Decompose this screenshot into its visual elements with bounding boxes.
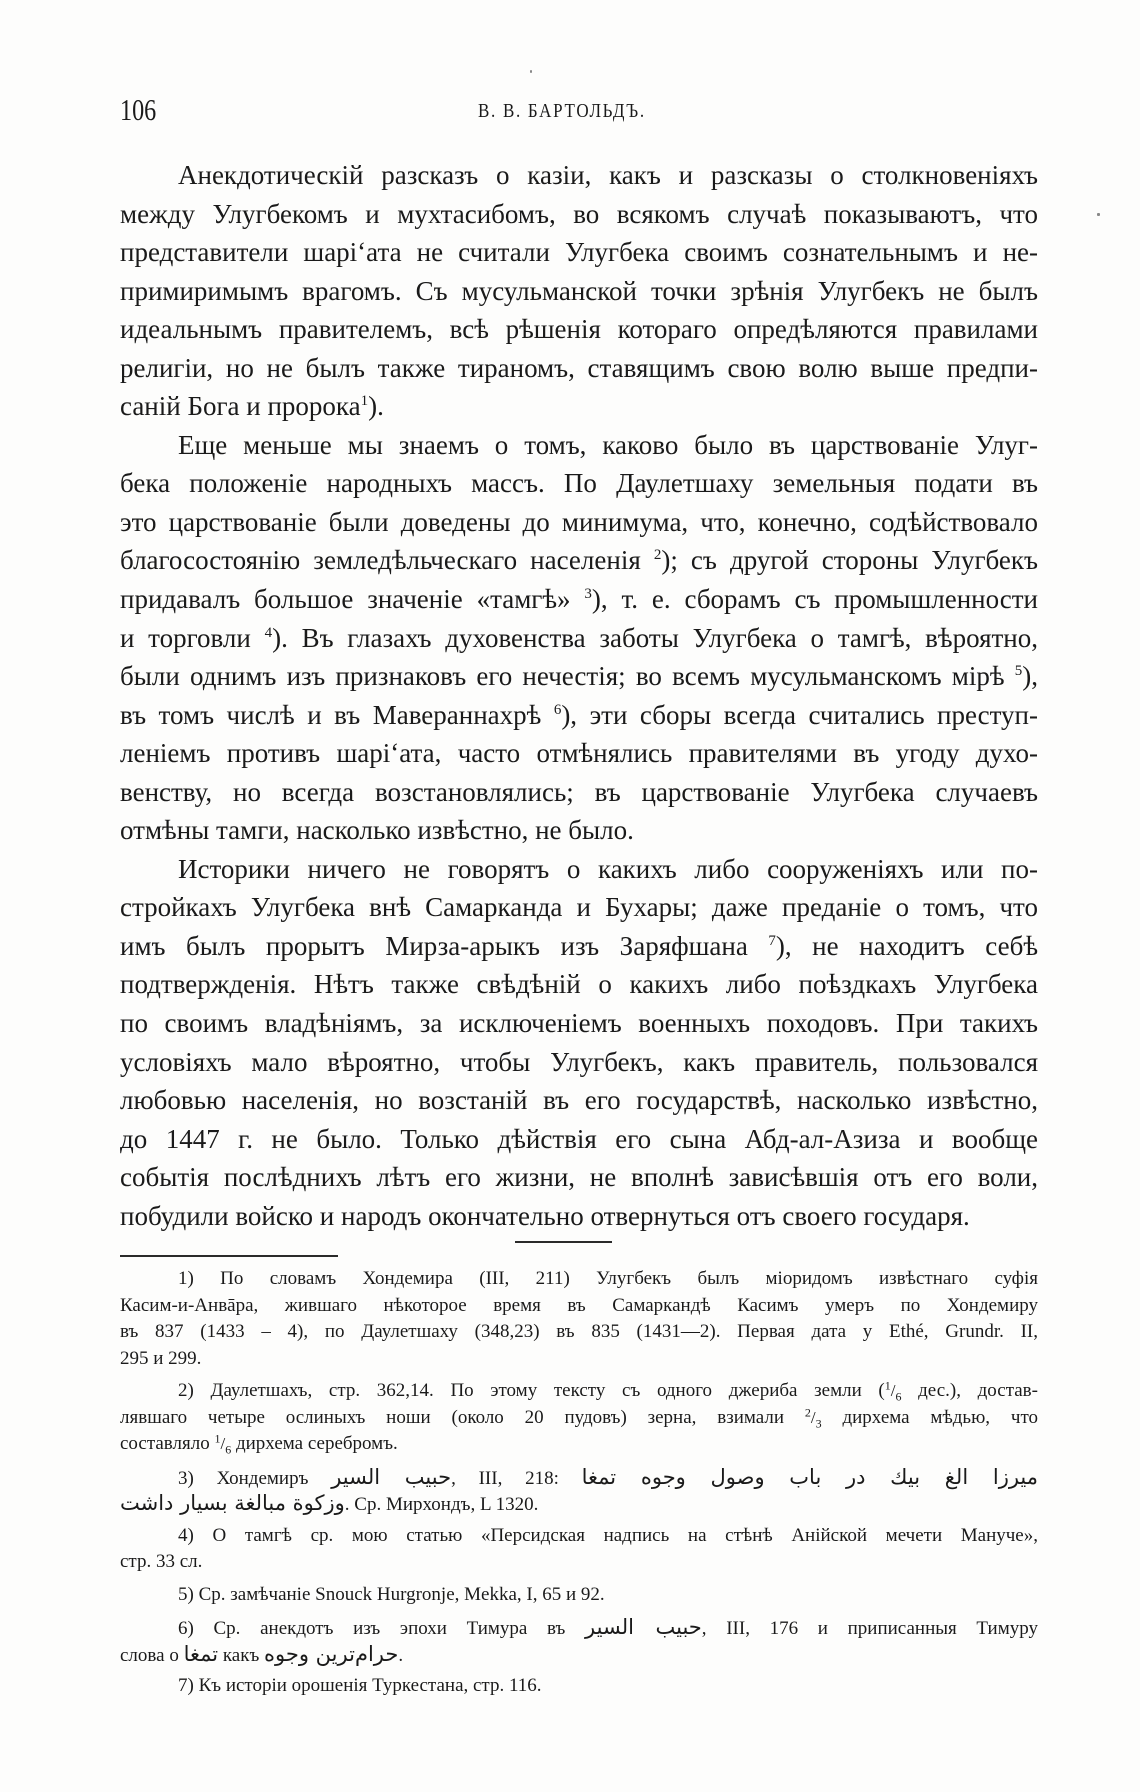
text-line: подтвержденія. Нѣтъ также свѣдѣній о какихъ либо поѣздкахъ Улугбека	[120, 969, 1038, 1000]
footnotes	[120, 1266, 1038, 1700]
text-line	[120, 657, 1038, 696]
footnote-ref-3[interactable]: 3	[584, 586, 592, 603]
footnote-text: . Ср. Мирхондъ, L 1320.	[344, 1494, 539, 1515]
footnote-text: , III, 176 и приписанныя Тимуру	[701, 1618, 1038, 1639]
line-text: и торговли	[120, 622, 265, 653]
text-line: Историки ничего не говорятъ о какихъ либо сооруженіяхъ или по-	[178, 853, 1038, 884]
text-line	[120, 580, 1038, 619]
text-line: идеальнымъ правителемъ, всѣ рѣшенія котораго опредѣляются правилами	[120, 314, 1038, 345]
footnote-line	[120, 1641, 1038, 1668]
print-speck	[530, 70, 532, 73]
line-text: ), эти сборы всегда считались преступ-	[561, 699, 1038, 730]
footnote-line	[120, 1378, 1038, 1405]
fraction-denominator: 3	[815, 1415, 822, 1430]
text-line: это царствованіе были доведены до минимума, что, конечно, содѣйствовало	[120, 506, 1038, 537]
text-line: примиримымъ врагомъ. Съ мусульманской точки зрѣнія Улугбекъ не былъ	[120, 275, 1038, 306]
footnote-text: Ср. замѣчаніе Snouck Hurgronje, Mekka, I, 65 и 92.	[198, 1583, 605, 1605]
footnote-line	[120, 1490, 1038, 1517]
footnote-ref-2[interactable]: 2	[653, 547, 662, 564]
arabic-quote: وزكوة مبالغة بسيار داشت	[120, 1491, 345, 1515]
footnote-ref-5[interactable]: 5	[1014, 663, 1023, 680]
footnote-number: 2)	[178, 1380, 194, 1401]
fraction-numerator: 1	[214, 1431, 221, 1446]
footnote-text: Хондемиръ	[216, 1467, 332, 1489]
line-text: были однимъ изъ признаковъ его нечестія; во всемъ мусульманскомъ мірѣ	[120, 661, 1015, 692]
footnote-ref-7[interactable]: 7	[768, 932, 776, 949]
footnote-number: 7)	[178, 1675, 194, 1696]
footnote-line: въ 837 (1433 – 4), по Даулетшаху (348,23) въ 835 (1431—2). Первая дата у Ethé, Grundr. II,	[120, 1321, 1038, 1342]
fraction-numerator: 1	[884, 1378, 891, 1393]
footnote-1	[120, 1266, 1038, 1372]
page-header	[120, 92, 1030, 132]
footnote-text: какъ	[218, 1644, 265, 1666]
text-line: отмѣны тамги, насколько извѣстно, не было.	[120, 815, 634, 846]
footnote-4	[120, 1523, 1038, 1576]
footnote-text: дес.), достав-	[901, 1380, 1038, 1401]
page-number: 106	[120, 92, 157, 127]
text-line: Еще меньше мы знаемъ о томъ, каково было въ царствованіе Улуг-	[178, 429, 1038, 460]
text-line: леніемъ противъ шарі‘ата, часто отмѣнялись правителями въ угоду духо-	[120, 738, 1038, 769]
section-end-rule	[515, 1241, 612, 1243]
arabic-title: حبيب السير	[585, 1615, 702, 1639]
line-text: ), т. е. сборамъ съ промышленности	[591, 584, 1038, 615]
fraction: $^1/_6$	[214, 1431, 232, 1457]
running-head-author: В. В. БАРТОЛЬДЪ.	[478, 100, 646, 122]
line-text: ),	[1022, 661, 1038, 692]
paragraph	[120, 850, 1038, 1235]
footnote-text: , III, 218:	[451, 1467, 582, 1489]
footnote-text: дирхема серебромъ.	[231, 1433, 398, 1454]
paragraph	[120, 426, 1038, 850]
footnote-number: 5)	[178, 1583, 194, 1605]
line-text: придавалъ большое значеніе «тамгѣ»	[120, 584, 585, 615]
text-line: условіяхъ мало вѣроятно, чтобы Улугбекъ, какъ правитель, пользовался	[120, 1046, 1038, 1077]
fraction-denominator: 6	[225, 1442, 232, 1457]
footnote-7	[120, 1673, 1038, 1700]
footnote-text: О тамгѣ ср. мою статью «Персидская надпись на стѣнѣ Анійской мечети Мануче»,	[212, 1524, 1038, 1546]
fraction: $^1/_6$	[884, 1378, 902, 1404]
footnote-ref-1[interactable]: 1	[360, 393, 369, 410]
footnote-text: дирхема мѣдью, что	[821, 1406, 1038, 1428]
footnote-text: Къ исторіи орошенія Туркестана, стр. 116.	[198, 1675, 542, 1696]
footnote-text: составляло	[120, 1433, 215, 1454]
footnote-line: стр. 33 сл.	[120, 1551, 203, 1572]
text-line: по своимъ владѣніямъ, за исключеніемъ военныхъ походовъ. При такихъ	[120, 1008, 1038, 1039]
arabic-word: تمغا	[183, 1641, 219, 1666]
footnote-separator-rule	[120, 1255, 338, 1257]
footnote-line	[120, 1266, 1038, 1293]
print-speck	[1097, 213, 1100, 216]
text-line: религіи, но не былъ также тираномъ, ставящимъ свою волю выше предпи-	[120, 352, 1038, 383]
text-line	[120, 619, 1038, 658]
line-text: ), не находитъ себѣ	[775, 930, 1038, 961]
text-line: до 1447 г. не было. Только дѣйствія его сына Абд-ал-Азиза и вообще	[120, 1123, 1038, 1154]
text-line	[120, 696, 1038, 735]
footnote-6	[120, 1614, 1038, 1667]
footnote-number: 3)	[178, 1467, 194, 1489]
fraction-denominator: 6	[895, 1389, 902, 1404]
text-line: представители шарі‘ата не считали Улугбека своимъ сознательнымъ и не-	[120, 237, 1038, 268]
footnote-ref-6[interactable]: 6	[553, 701, 562, 718]
footnote-number: 4)	[178, 1524, 194, 1546]
line-text: ). Въ глазахъ духовенства заботы Улугбека о тамгѣ, вѣроятно,	[272, 622, 1038, 653]
footnote-ref-4[interactable]: 4	[264, 624, 273, 641]
footnote-text: слова о	[120, 1644, 184, 1666]
footnote-line	[120, 1582, 1038, 1609]
footnote-line	[120, 1673, 1038, 1700]
footnote-number: 1)	[178, 1268, 194, 1289]
footnote-line	[120, 1523, 1038, 1550]
line-text: ); съ другой стороны Улугбекъ	[661, 545, 1038, 576]
footnote-line: 295 и 299.	[120, 1347, 202, 1369]
footnote-text: По словамъ Хондемира (III, 211) Улугбекъ былъ міоридомъ извѣстнаго суфія	[220, 1268, 1038, 1289]
text-line	[120, 927, 1038, 966]
footnote-line: Касим-и-Анвāра, жившаго нѣкоторое время въ Самаркандѣ Касимъ умеръ по Хондемиру	[120, 1294, 1038, 1316]
text-line: стройкахъ Улугбека внѣ Самарканда и Бухары; даже преданіе о томъ, что	[120, 892, 1038, 923]
text-line: Анекдотическій разсказъ о казіи, какъ и разсказы о столкновеніяхъ	[178, 160, 1038, 190]
footnote-5	[120, 1582, 1038, 1609]
footnote-text: .	[398, 1644, 404, 1666]
line-text: санiй Бога и пророка	[120, 391, 361, 422]
footnote-2	[120, 1378, 1038, 1458]
text-line: любовью населенія, но возстаній въ его государствѣ, насколько извѣстно,	[120, 1085, 1038, 1116]
text-line	[120, 541, 1038, 580]
arabic-quote: ميرزا الغ بيك در باب وصول وجوه تمغا	[581, 1464, 1039, 1489]
fraction: $^2/_3$	[804, 1404, 822, 1430]
paragraph	[120, 156, 1038, 426]
footnote-text: Даулетшахъ, стр. 362,14. По этому тексту съ одного джериба земли (	[210, 1380, 885, 1401]
footnote-text: Ср. анекдотъ изъ эпохи Тимура въ	[213, 1618, 586, 1639]
footnote-number: 6)	[178, 1618, 194, 1639]
text-line: между Улугбекомъ и мухтасибомъ, во всякомъ случаѣ показываютъ, что	[120, 198, 1038, 229]
text-line: бека положеніе народныхъ массъ. По Даулетшаху земельныя подати въ	[120, 468, 1038, 499]
line-text: имъ былъ прорытъ Мирза-арыкъ изъ Заряфшана	[120, 930, 769, 961]
main-text	[120, 156, 1038, 1235]
footnote-line	[120, 1405, 1038, 1432]
footnote-text: лявшаго четыре ослиныхъ ноши (около 20 пудовъ) зерна, взимали	[120, 1406, 805, 1428]
footnote-line	[120, 1464, 1038, 1491]
fraction-numerator: 2	[804, 1404, 811, 1419]
footnote-3	[120, 1464, 1038, 1517]
arabic-title: حبيب السير	[331, 1464, 452, 1489]
footnote-line	[120, 1614, 1038, 1641]
text-line	[120, 387, 1038, 426]
line-text: благосостоянію земледѣльческаго населенія	[120, 545, 654, 576]
line-text: ).	[368, 391, 384, 422]
arabic-phrase: حرام‌ترين وجوه	[264, 1641, 399, 1666]
line-text: въ томъ числѣ и въ Мавераннахрѣ	[120, 699, 554, 730]
text-line: венству, но всегда возстановлялись; въ царствованіе Улугбека случаевъ	[120, 776, 1038, 807]
text-line: побудили войско и народъ окончательно отвернуться отъ своего государя.	[120, 1200, 970, 1231]
footnote-line	[120, 1431, 1038, 1458]
text-line: событія послѣднихъ лѣтъ его жизни, не вполнѣ зависѣвшія отъ его воли,	[120, 1162, 1038, 1193]
